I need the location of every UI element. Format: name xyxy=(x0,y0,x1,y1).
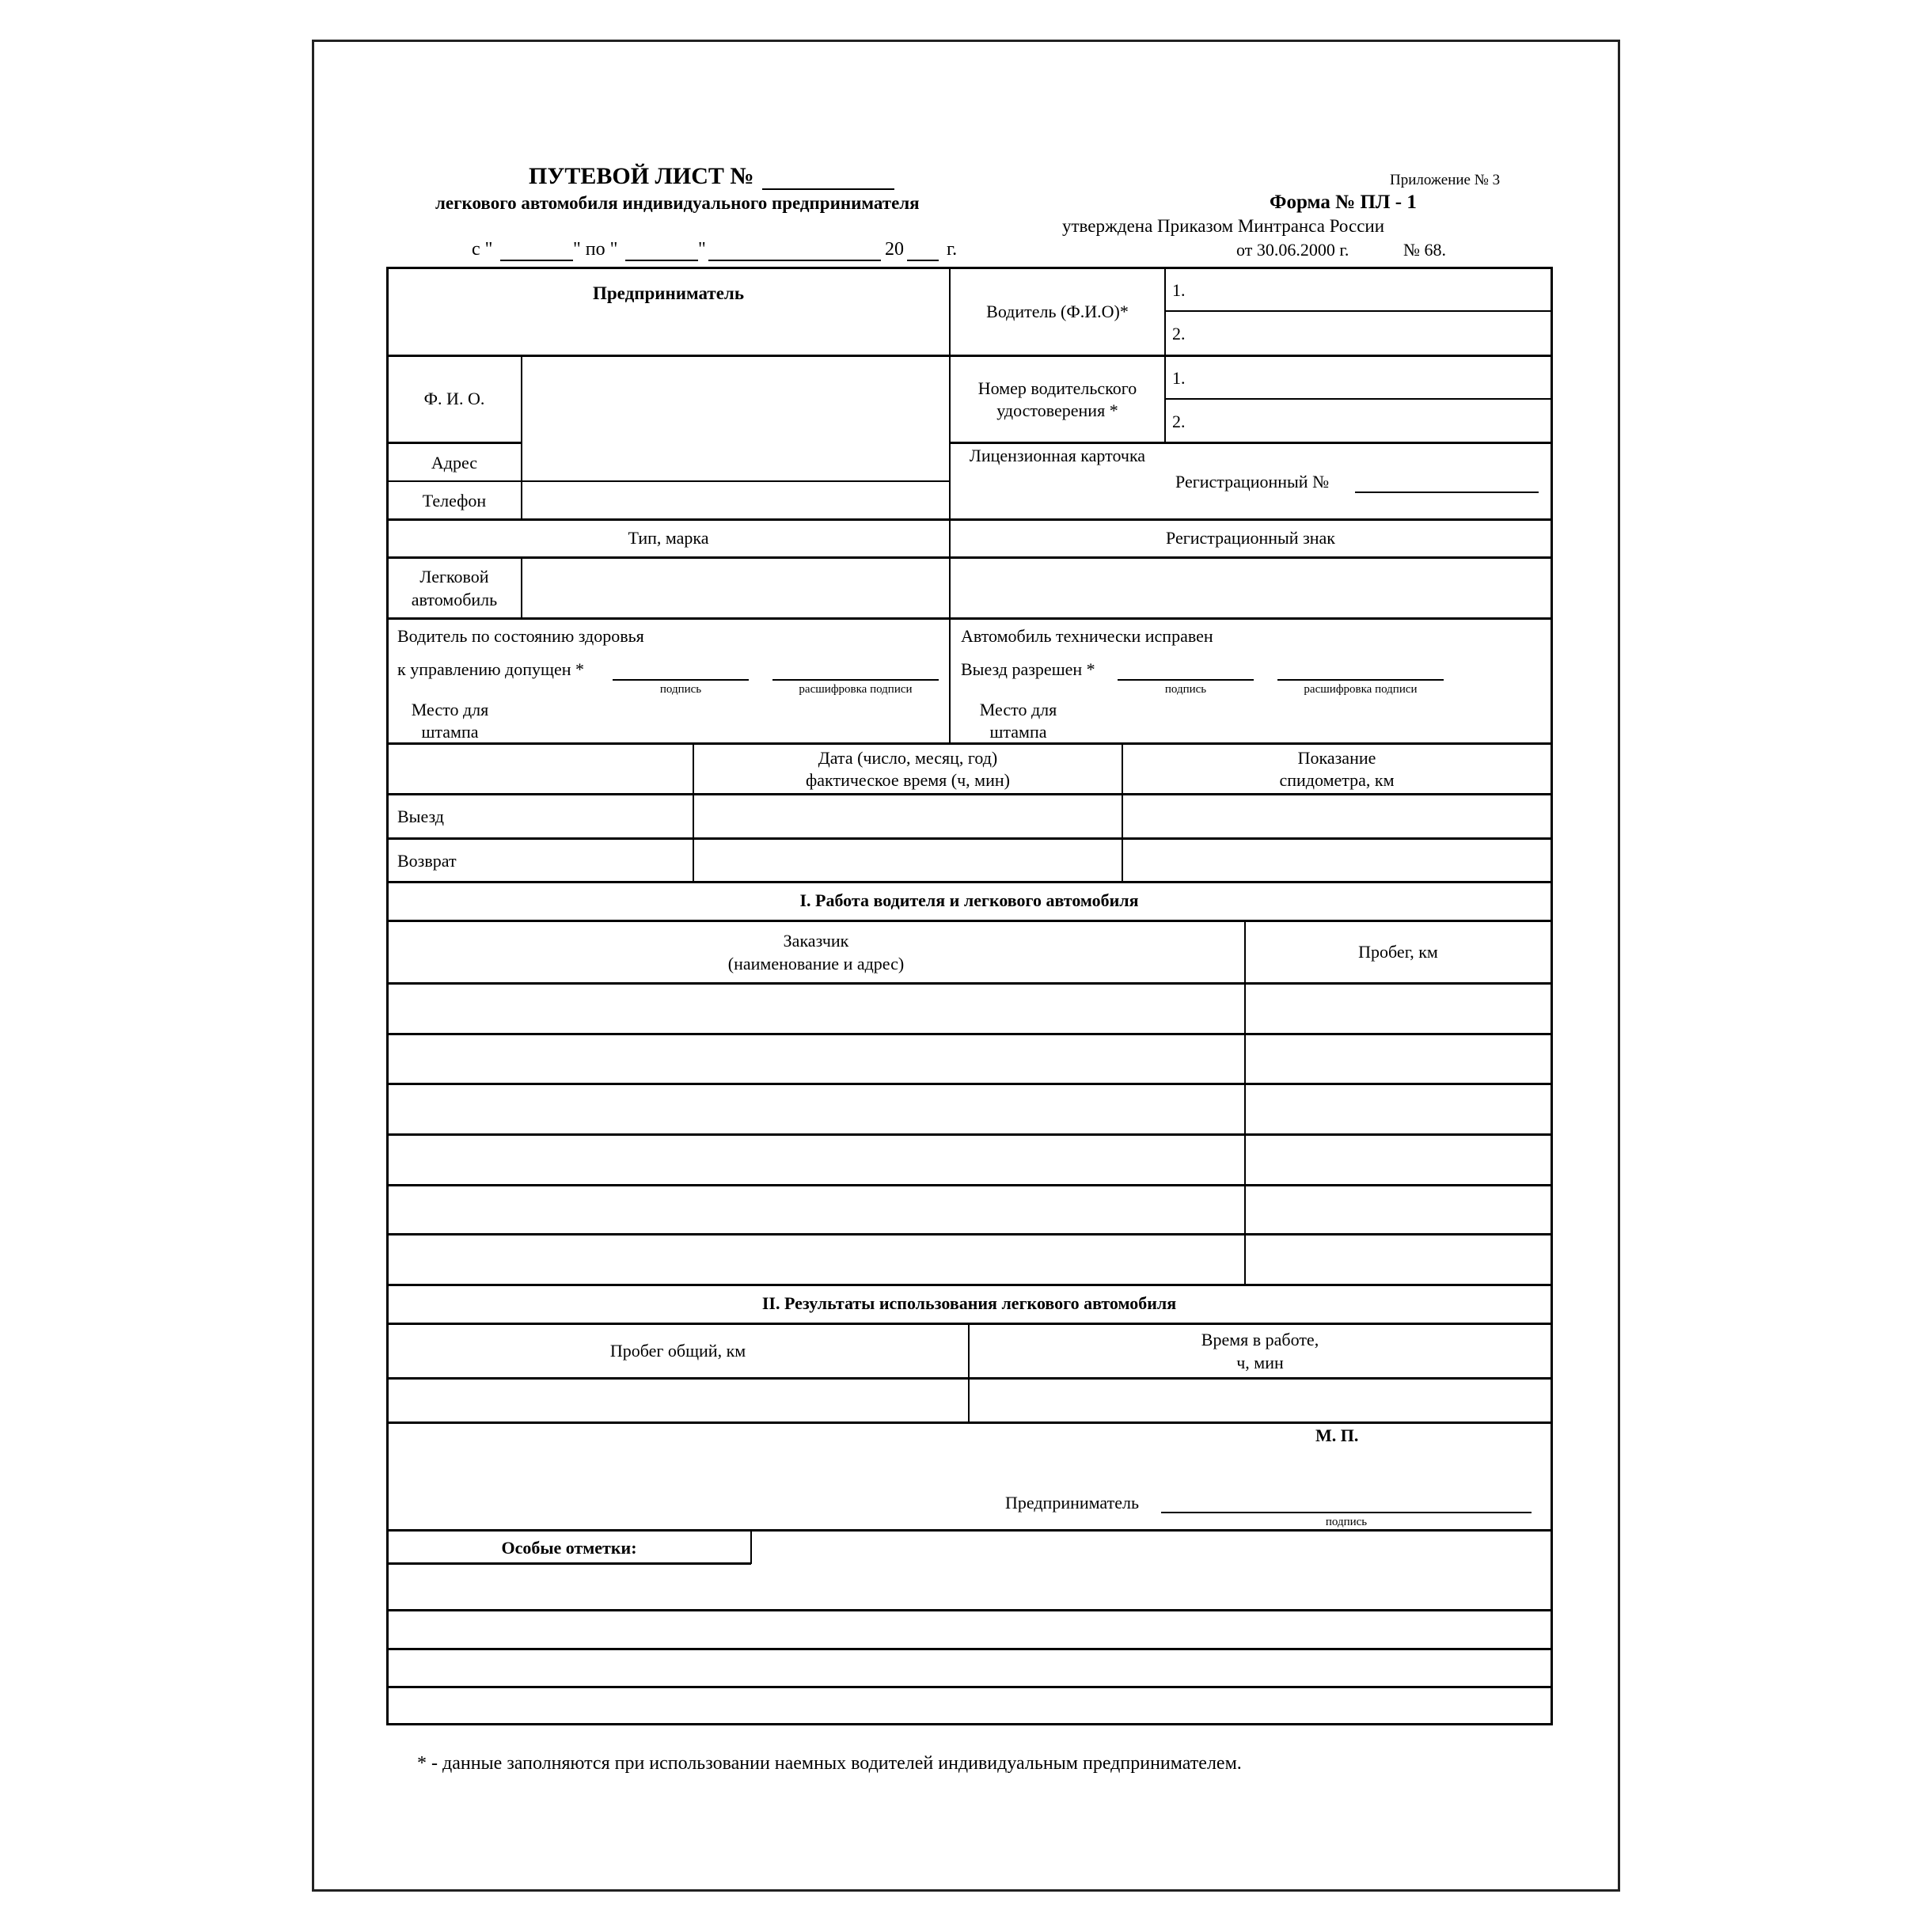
mileage-input[interactable] xyxy=(1247,1187,1550,1232)
entrepreneur-phone-input[interactable] xyxy=(523,483,948,518)
work-time-input[interactable] xyxy=(970,1380,1550,1421)
rule xyxy=(386,1284,1553,1286)
customer-header-line1: Заказчик xyxy=(783,931,849,951)
rule xyxy=(1165,310,1552,312)
rule xyxy=(386,1184,1553,1186)
driver-fio-2-label: 2. xyxy=(1172,324,1186,344)
entrepreneur-signature-field[interactable] xyxy=(1161,1512,1532,1513)
rule xyxy=(750,1529,752,1564)
period-month-field[interactable] xyxy=(708,260,881,261)
health-line1: Водитель по состоянию здоровья xyxy=(397,626,644,646)
health-decode-field[interactable] xyxy=(772,679,939,681)
mileage-input[interactable] xyxy=(1247,1036,1550,1082)
entrepreneur-heading: Предприниматель xyxy=(592,283,744,303)
entrepreneur-fio-input[interactable] xyxy=(523,357,948,480)
mileage-input[interactable] xyxy=(1247,1137,1550,1183)
health-signature-caption: подпись xyxy=(659,683,702,696)
period-from-day-field[interactable] xyxy=(500,260,573,261)
waybill-number-field[interactable] xyxy=(762,188,894,190)
trip-row-return-label: Возврат xyxy=(397,851,457,871)
special-notes-input[interactable] xyxy=(389,1651,1550,1685)
rule xyxy=(1244,920,1246,1285)
period-year-field[interactable] xyxy=(907,260,939,261)
work-time-header-line2: ч, мин xyxy=(1236,1353,1284,1372)
approval-date: от 30.06.2000 г. xyxy=(1236,240,1349,260)
vehicle-plate-header: Регистрационный знак xyxy=(1166,528,1335,548)
health-signature-field[interactable] xyxy=(613,679,749,681)
trip-departure-date-input[interactable] xyxy=(695,796,1121,837)
rule xyxy=(386,1529,1553,1532)
rule xyxy=(386,442,522,444)
rule xyxy=(386,881,1553,883)
rule xyxy=(386,1133,1553,1136)
vehicle-category-line2: автомобиль xyxy=(411,590,498,609)
rule xyxy=(386,1033,1553,1035)
vehicle-type-input[interactable] xyxy=(523,559,948,617)
customer-input[interactable] xyxy=(389,1086,1243,1133)
tech-signature-field[interactable] xyxy=(1118,679,1254,681)
license-label-line1: Номер водительского xyxy=(977,378,1137,398)
driver-fio-1-input[interactable] xyxy=(1195,269,1550,309)
rule xyxy=(386,480,951,482)
total-mileage-header: Пробег общий, км xyxy=(609,1341,746,1361)
tech-line1: Автомобиль технически исправен xyxy=(961,626,1213,646)
rule xyxy=(386,793,1553,795)
health-decode-caption: расшифровка подписи xyxy=(799,683,913,696)
rule xyxy=(1165,398,1552,400)
rule xyxy=(386,920,1553,922)
trip-return-date-input[interactable] xyxy=(695,841,1121,880)
rule xyxy=(386,1686,1553,1688)
rule xyxy=(386,1421,1553,1424)
mileage-header: Пробег, км xyxy=(1358,942,1438,962)
tech-decode-field[interactable] xyxy=(1277,679,1444,681)
trip-odometer-header-line2: спидометра, км xyxy=(1279,770,1395,790)
health-stamp-line2: штампа xyxy=(421,722,479,742)
license-card-label: Лицензионная карточка xyxy=(969,446,1146,465)
rule xyxy=(949,268,951,743)
trip-departure-odometer-input[interactable] xyxy=(1124,796,1550,837)
vehicle-type-header: Тип, марка xyxy=(628,528,709,548)
trip-odometer-header-line1: Показание xyxy=(1297,748,1376,768)
special-notes-label: Особые отметки: xyxy=(501,1538,637,1558)
trip-date-header-line2: фактическое время (ч, мин) xyxy=(806,770,1010,790)
rule xyxy=(521,556,522,618)
form-title: ПУТЕВОЙ ЛИСТ № xyxy=(529,163,754,189)
trip-date-header-line1: Дата (число, месяц, год) xyxy=(818,748,998,768)
license-2-input[interactable] xyxy=(1195,400,1550,441)
registration-number-field[interactable] xyxy=(1355,492,1539,493)
customer-input[interactable] xyxy=(389,985,1243,1032)
address-label: Адрес xyxy=(431,453,478,473)
total-mileage-input[interactable] xyxy=(389,1380,967,1421)
order-number: № 68. xyxy=(1403,240,1446,260)
trip-row-departure-label: Выезд xyxy=(397,807,444,826)
appendix-label: Приложение № 3 xyxy=(1390,172,1501,188)
rule xyxy=(386,1648,1553,1650)
period-to-day-field[interactable] xyxy=(625,260,698,261)
license-1-label: 1. xyxy=(1172,368,1186,388)
mileage-input[interactable] xyxy=(1247,985,1550,1032)
tech-signature-caption: подпись xyxy=(1164,683,1207,696)
trip-return-odometer-input[interactable] xyxy=(1124,841,1550,880)
table-right-border xyxy=(1551,268,1553,1724)
customer-header-line2: (наименование и адрес) xyxy=(727,954,905,974)
tech-stamp-line2: штампа xyxy=(989,722,1047,742)
special-notes-input[interactable] xyxy=(389,1689,1550,1722)
special-notes-input[interactable] xyxy=(389,1566,1550,1608)
driver-fio-2-input[interactable] xyxy=(1195,313,1550,354)
rule xyxy=(386,617,1553,620)
customer-input[interactable] xyxy=(389,1187,1243,1232)
mileage-input[interactable] xyxy=(1247,1086,1550,1133)
work-time-header-line1: Время в работе, xyxy=(1201,1330,1319,1349)
rule xyxy=(386,837,1553,840)
license-1-input[interactable] xyxy=(1195,357,1550,397)
period-year-prefix: 20 xyxy=(885,239,904,260)
period-from-label: с " xyxy=(472,239,493,260)
tech-decode-caption: расшифровка подписи xyxy=(1304,683,1418,696)
form-number: Форма № ПЛ - 1 xyxy=(1270,192,1417,213)
rule xyxy=(386,518,1553,521)
footnote: * - данные заполняются при использовании наемных водителей индивидуальным предпринимателем. xyxy=(417,1753,1242,1774)
mileage-input[interactable] xyxy=(1247,1236,1550,1283)
license-2-label: 2. xyxy=(1172,412,1186,431)
fio-label: Ф. И. О. xyxy=(423,389,485,408)
period-quote: " xyxy=(698,239,706,260)
tech-line2: Выезд разрешен * xyxy=(961,659,1095,679)
health-line2: к управлению допущен * xyxy=(397,659,584,679)
table-bottom-border xyxy=(386,1723,1553,1725)
form-subtitle: легкового автомобиля индивидуального предпринимателя xyxy=(435,193,920,213)
rule xyxy=(386,1562,751,1565)
phone-label: Телефон xyxy=(422,491,487,511)
entrepreneur-signature-label: Предприниматель xyxy=(1005,1493,1140,1513)
stamp-place-label: М. П. xyxy=(1315,1425,1359,1445)
customer-input[interactable] xyxy=(389,1036,1243,1082)
rule xyxy=(386,1233,1553,1235)
tech-stamp-line1: Место для xyxy=(979,700,1057,719)
section2-title: II. Результаты использования легкового автомобиля xyxy=(761,1293,1177,1313)
period-year-suffix: г. xyxy=(947,239,958,260)
approval-text: утверждена Приказом Минтранса России xyxy=(1062,216,1385,236)
entrepreneur-signature-caption: подпись xyxy=(1325,1516,1368,1528)
license-label-line2: удостоверения * xyxy=(996,400,1118,420)
registration-number-label: Регистрационный № xyxy=(1175,472,1330,492)
rule xyxy=(386,1609,1553,1611)
rule xyxy=(1164,268,1166,442)
vehicle-category-line1: Легковой xyxy=(419,567,489,586)
vehicle-plate-input[interactable] xyxy=(951,559,1550,617)
health-stamp-line1: Место для xyxy=(411,700,489,719)
rule xyxy=(386,982,1553,985)
customer-input[interactable] xyxy=(389,1137,1243,1183)
driver-fio-label: Водитель (Ф.И.О)* xyxy=(986,302,1129,321)
rule xyxy=(386,1377,1553,1380)
customer-input[interactable] xyxy=(389,1236,1243,1283)
rule xyxy=(950,442,1552,444)
special-notes-input[interactable] xyxy=(389,1612,1550,1647)
period-to-label: " по " xyxy=(573,239,618,260)
section1-title: I. Работа водителя и легкового автомобиля xyxy=(799,890,1139,910)
rule xyxy=(386,1083,1553,1085)
rule xyxy=(386,1323,1553,1325)
driver-fio-1-label: 1. xyxy=(1172,280,1186,300)
rule xyxy=(521,355,522,519)
